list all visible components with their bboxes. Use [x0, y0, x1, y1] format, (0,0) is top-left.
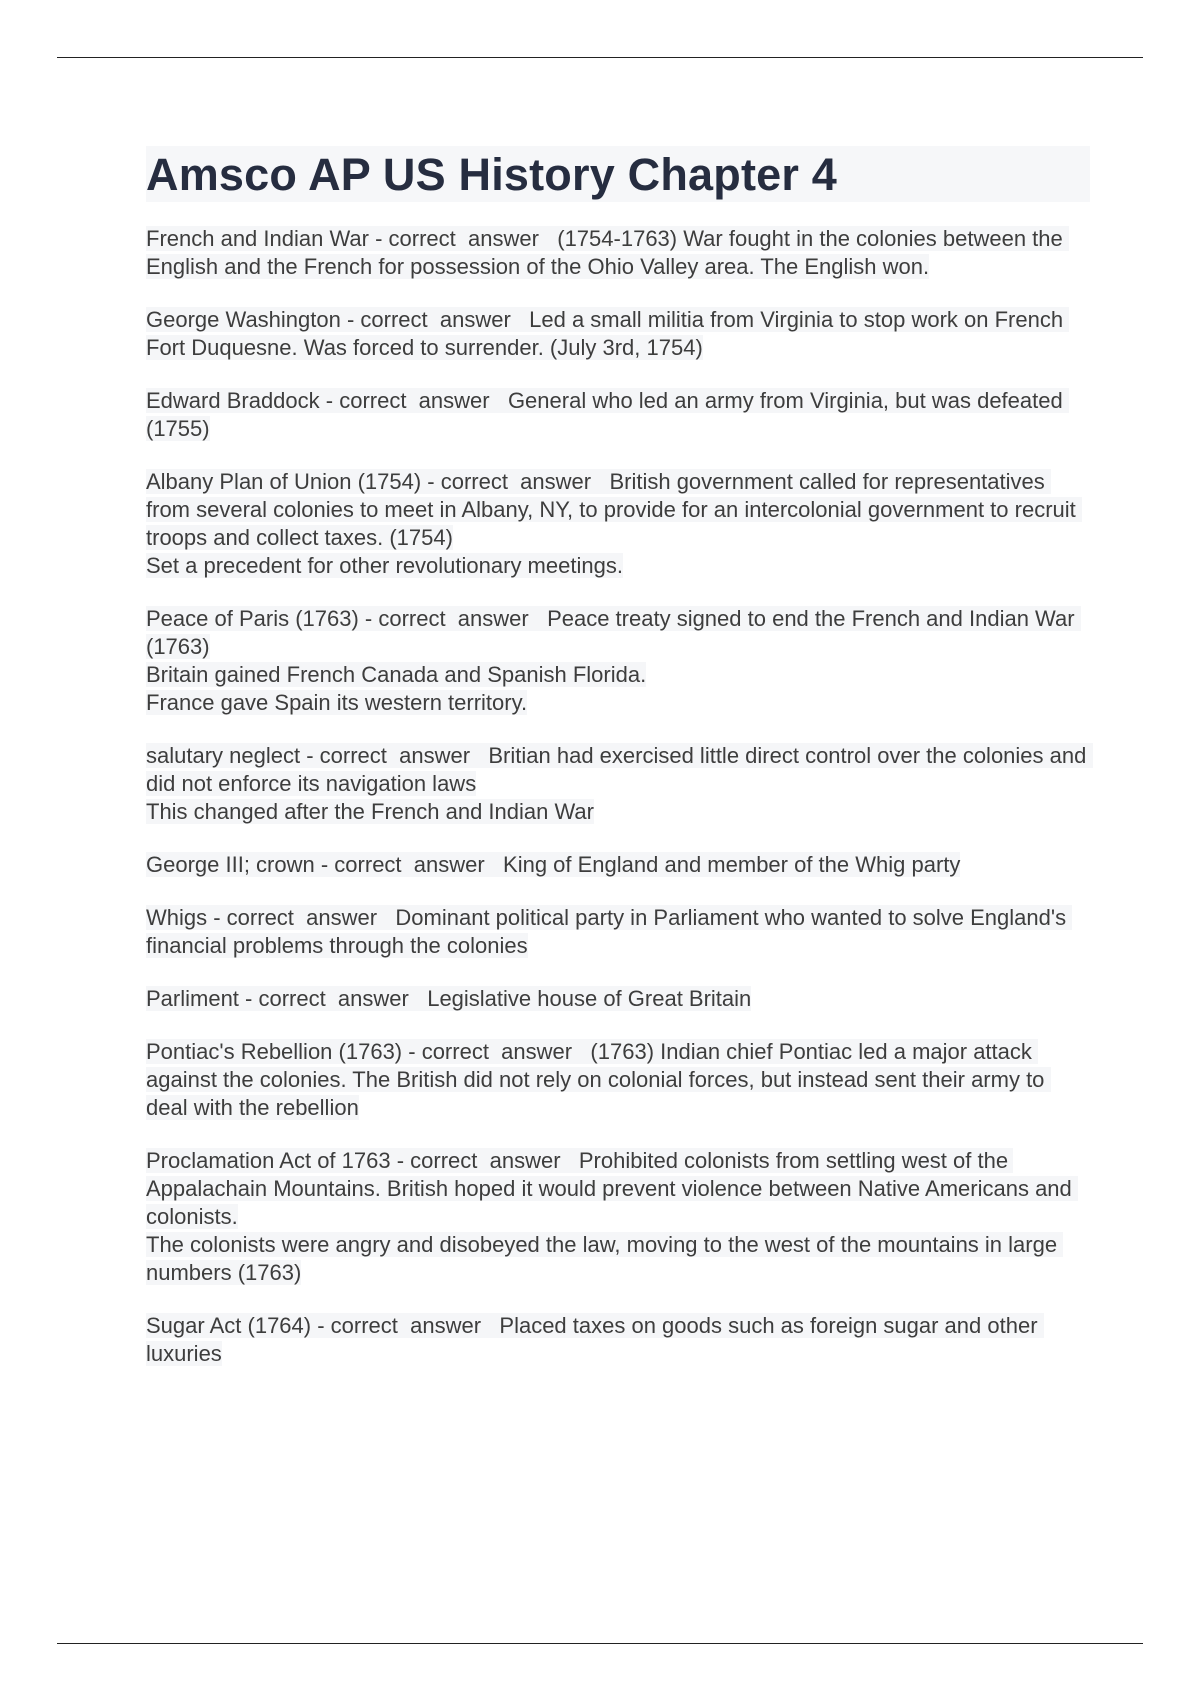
bottom-rule	[57, 1643, 1143, 1644]
entry-definition: Prohibited colonists from settling west of the Appalachain Mountains. British hoped it would prevent violence between Native Americans and colonists.	[146, 1148, 1078, 1229]
entry-main-line	[146, 1038, 1090, 1122]
entry-definition: (1754-1763) War fought in the colonies between the English and the French for possession of the Ohio Valley area. The English won.	[146, 226, 1069, 279]
entry-main-line	[146, 468, 1090, 552]
flashcard-list	[146, 225, 1093, 1368]
entry-term: Peace of Paris (1763)	[146, 606, 359, 631]
entry-definition: Dominant political party in Parliament who wanted to solve England's financial problems through the colonies	[146, 905, 1073, 958]
entry-main-line	[146, 1147, 1090, 1231]
entry-extra-line	[146, 661, 1090, 689]
entry-extra-text: Britain gained French Canada and Spanish Florida.	[146, 662, 647, 687]
entry-definition: King of England and member of the Whig party	[503, 852, 961, 877]
entry-separator: - correct answer	[319, 388, 508, 413]
entry-definition: General who led an army from Virginia, but was defeated (1755)	[146, 388, 1069, 441]
entry-main-line	[146, 605, 1090, 661]
entry-separator: - correct answer	[207, 905, 396, 930]
entry-term: Proclamation Act of 1763	[146, 1148, 391, 1173]
entry-definition: (1763) Indian chief Pontiac led a major attack against the colonies. The British did not rely on colonial forces, but instead sent their army to deal with the rebellion	[146, 1039, 1051, 1120]
entry-extra-text: This changed after the French and Indian War	[146, 799, 594, 824]
flashcard-entry-6	[146, 742, 1093, 826]
entry-definition: Peace treaty signed to end the French and Indian War (1763)	[146, 606, 1081, 659]
flashcard-entry-5	[146, 605, 1090, 717]
document-body	[146, 146, 1093, 1393]
entry-extra-line	[146, 798, 1090, 826]
flashcard-entry-7	[146, 851, 1090, 879]
entry-term: salutary neglect	[146, 743, 301, 768]
entry-term: Edward Braddock	[146, 388, 320, 413]
entry-term: George Washington	[146, 307, 341, 332]
entry-separator: - correct answer	[421, 469, 610, 494]
entry-main-line	[146, 387, 1090, 443]
entry-separator: - correct answer	[314, 852, 504, 877]
entry-separator: - correct answer	[300, 743, 489, 768]
flashcard-entry-4	[146, 468, 1090, 580]
entry-term: Whigs	[146, 905, 208, 930]
flashcard-entry-8	[146, 904, 1090, 960]
entry-definition: Placed taxes on goods such as foreign sugar and other luxuries	[146, 1313, 1044, 1366]
entry-main-line	[146, 742, 1093, 798]
entry-separator: - correct answer	[358, 606, 548, 631]
entry-main-line	[146, 1312, 1090, 1368]
entry-main-line	[146, 904, 1090, 960]
entry-separator: - correct answer	[390, 1148, 579, 1173]
entry-extra-text: Set a precedent for other revolutionary meetings.	[146, 553, 623, 578]
entry-term: Pontiac's Rebellion (1763)	[146, 1039, 403, 1064]
entry-separator: - correct answer	[238, 986, 428, 1011]
entry-term: Parliment	[146, 986, 239, 1011]
entry-definition: Britian had exercised little direct control over the colonies and did not enforce its navigation laws	[146, 743, 1093, 796]
entry-term: Albany Plan of Union (1754)	[146, 469, 422, 494]
entry-term: George III; crown	[146, 852, 315, 877]
entry-extra-line	[146, 1231, 1090, 1287]
entry-definition: British government called for representatives from several colonies to meet in Albany, NY, to provide for an intercolonial government to recruit troops and collect taxes. (1754)	[146, 469, 1082, 550]
entry-term: French and Indian War	[146, 226, 369, 251]
entry-separator: - correct answer	[311, 1313, 500, 1338]
page-title: Amsco AP US History Chapter 4	[146, 146, 1090, 202]
flashcard-entry-3	[146, 387, 1090, 443]
entry-extra-text: The colonists were angry and disobeyed the law, moving to the west of the mountains in large numbers (1763)	[146, 1232, 1064, 1285]
entry-main-line	[146, 225, 1090, 281]
flashcard-entry-11	[146, 1147, 1090, 1287]
flashcard-entry-9	[146, 985, 1090, 1013]
entry-main-line	[146, 851, 1090, 879]
entry-main-line	[146, 985, 1090, 1013]
flashcard-entry-12	[146, 1312, 1090, 1368]
flashcard-entry-2	[146, 306, 1090, 362]
entry-main-line	[146, 306, 1090, 362]
entry-definition: Legislative house of Great Britain	[427, 986, 752, 1011]
entry-extra-line	[146, 689, 1090, 717]
entry-term: Sugar Act (1764)	[146, 1313, 312, 1338]
entry-definition: Led a small militia from Virginia to stop work on French Fort Duquesne. Was forced to surrender. (July 3rd, 1754)	[146, 307, 1070, 360]
entry-separator: - correct answer	[368, 226, 558, 251]
entry-extra-line	[146, 552, 1090, 580]
flashcard-entry-10	[146, 1038, 1090, 1122]
entry-separator: - correct answer	[402, 1039, 591, 1064]
entry-extra-text: France gave Spain its western territory.	[146, 690, 528, 715]
top-rule	[57, 57, 1143, 58]
entry-separator: - correct answer	[340, 307, 530, 332]
flashcard-entry-1	[146, 225, 1090, 281]
